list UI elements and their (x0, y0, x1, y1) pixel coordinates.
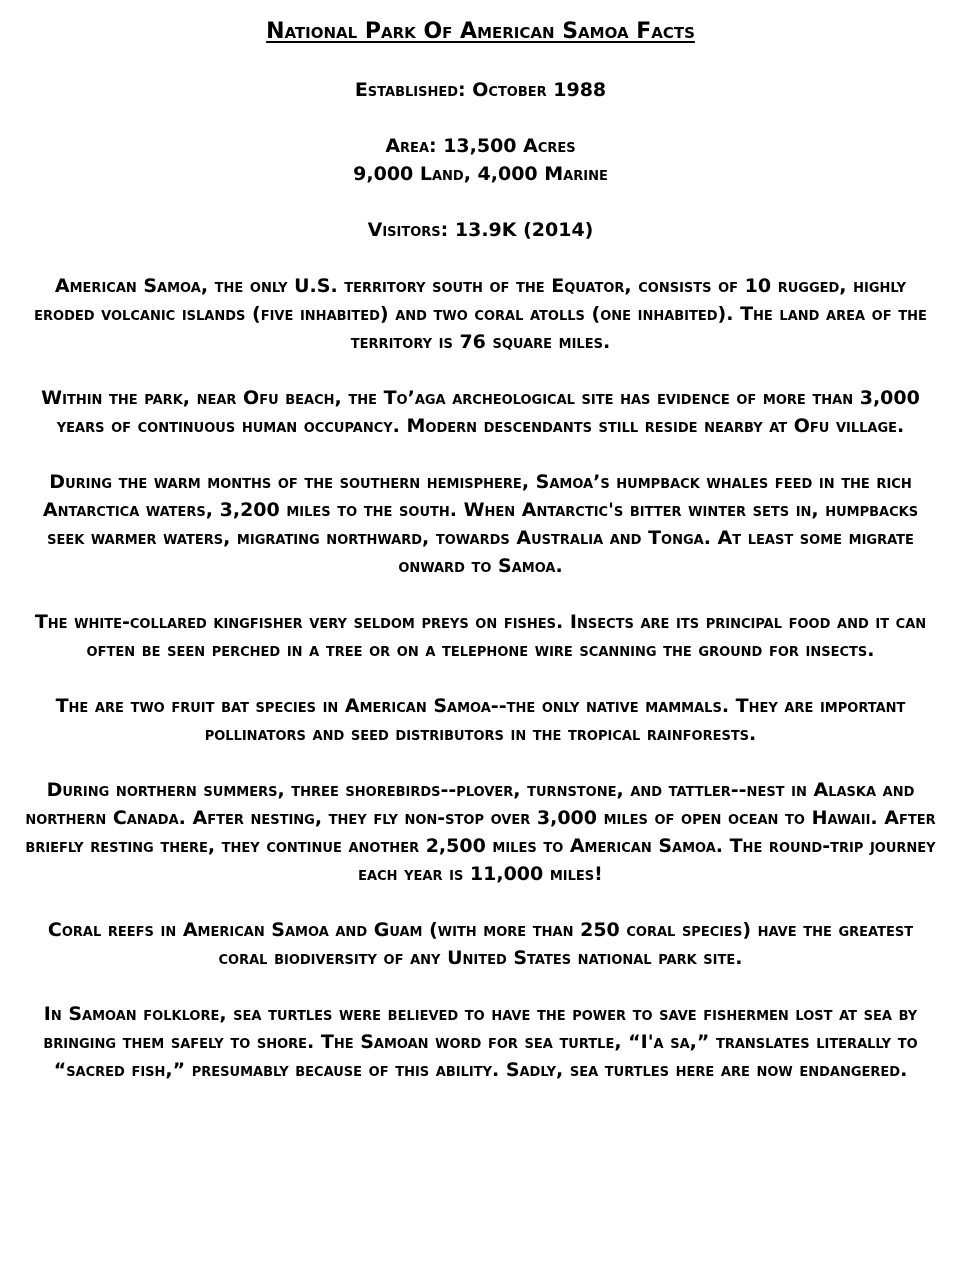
fact-paragraph-territory: American Samoa, the only U.S. territory south of the Equator, consists of 10 rugged, highly eroded volcanic islands (five inhabited) and two coral atolls (one inhabited). The land area of the territory is 76 square miles. (34, 275, 927, 353)
fact-paragraph-whales: During the warm months of the southern hemisphere, Samoa’s humpback whales feed in the rich Antarctica waters, 3,200 miles to the south. When Antarctic's bitter winter sets in, humpbacks seek warmer waters, migrating northward, towards Australia and Tonga. At least some migrate onward to Samoa. (42, 471, 919, 577)
fact-paragraph-shorebirds: During northern summers, three shorebirds--plover, turnstone, and tattler--nest in Alaska and northern Canada. After nesting, they fly non-stop over 3,000 miles of open ocean to Hawaii. After briefly resting there, they continue another 2,500 miles to American Samoa. The round-trip journey each year is 11,000 miles! (25, 779, 936, 885)
area-total: Area: 13,500 Acres (385, 135, 576, 157)
area-block (22, 132, 939, 188)
fact-paragraph-sea-turtles: In Samoan folklore, sea turtles were believed to have the power to save fishermen lost at sea by bringing them safely to shore. The Samoan word for sea turtle, “I'a sa,” translates literally to “sacred fish,” presumably because of this ability. Sadly, sea turtles here are now endangered. (43, 1003, 918, 1081)
fact-paragraph-archeology: Within the park, near Ofu beach, the To’aga archeological site has evidence of more than 3,000 years of continuous human occupancy. Modern descendants still reside nearby at Ofu village. (41, 387, 920, 437)
fact-paragraph-coral-reefs: Coral reefs in American Samoa and Guam (with more than 250 coral species) have the greatest coral biodiversity of any United States national park site. (47, 919, 914, 969)
page-title: National Park Of American Samoa Facts (266, 19, 695, 44)
established-line: Established: October 1988 (354, 79, 607, 101)
fact-paragraph-kingfisher: The white-collared kingfisher very seldom preys on fishes. Insects are its principal food and it can often be seen perched in a tree or on a telephone wire scanning the ground for insects. (34, 611, 927, 661)
fact-paragraph-fruit-bats: The are two fruit bat species in American Samoa--the only native mammals. They are important pollinators and seed distributors in the tropical rainforests. (55, 695, 906, 745)
area-breakdown: 9,000 Land, 4,000 Marine (353, 163, 608, 185)
visitors-line: Visitors: 13.9K (2014) (367, 219, 594, 241)
